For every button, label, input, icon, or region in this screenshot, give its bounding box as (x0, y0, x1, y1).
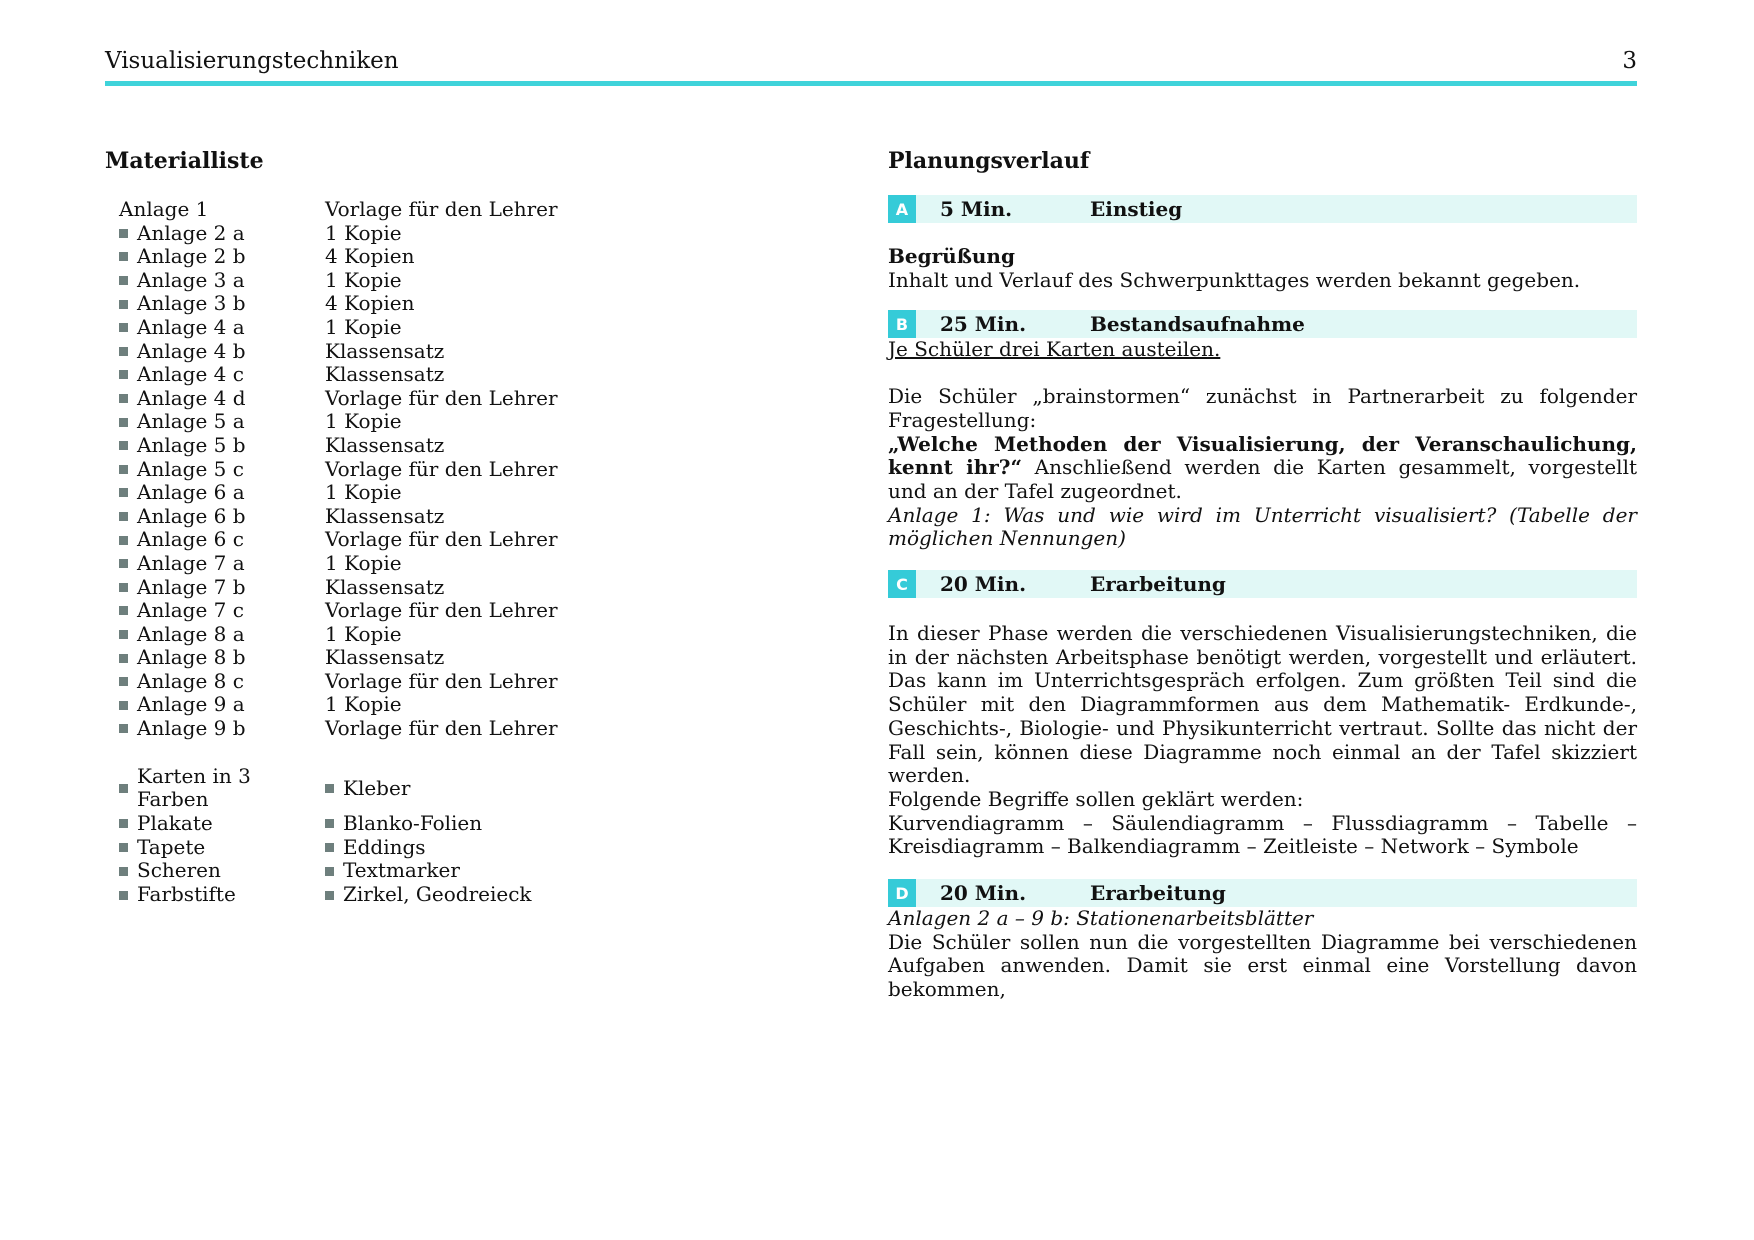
material-row (105, 198, 665, 222)
material-row (105, 505, 665, 529)
material-label: Anlage 2 b (137, 244, 246, 269)
extra-material-right (325, 859, 460, 883)
phase-title: Bestandsaufnahme (1090, 312, 1305, 337)
material-label: Anlage 8 c (137, 668, 244, 693)
square-bullet-icon (119, 276, 128, 285)
square-bullet-icon (119, 229, 128, 238)
extra-material-left (119, 812, 325, 836)
material-label: Anlage 5 a (137, 409, 245, 434)
section-b-intro: Die Schüler „brainstormen“ zunächst in Partnerarbeit zu folgender Fragestellung: (888, 384, 1637, 432)
section-d-reference: Anlagen 2 a – 9 b: Stationenarbeitsblätter (888, 906, 1314, 931)
material-label-cell (119, 599, 325, 623)
material-row (105, 269, 665, 293)
material-quantity: Vorlage für den Lehrer (325, 598, 558, 623)
material-label-cell (119, 410, 325, 434)
extra-material-label: Farbstifte (137, 882, 236, 907)
phase-letter-badge: C (888, 570, 916, 598)
material-label: Anlage 7 c (137, 598, 244, 623)
material-quantity: Klassensatz (325, 503, 445, 528)
material-label-cell (119, 693, 325, 717)
material-row (105, 670, 665, 694)
material-quantity: 1 Kopie (325, 550, 402, 575)
phase-duration: 5 Min. (940, 197, 1013, 221)
phase-letter-badge: A (888, 195, 916, 223)
phase-duration: 25 Min. (940, 312, 1027, 337)
section-c-paragraph: In dieser Phase werden die verschiedenen Visualisierungstechniken, die in der nächsten Arbeitsphase benötigt werden, vorgestellt und erläutert. Das kann im Unterrichtsgespräch erfolgen. Zum größten Teil sind die Schüler mit den Diagrammformen aus dem Mathematik- Erdkunde-, Geschichts-, Biologie- und Physikunterricht vertraut. Sollte das nicht der Fall sein, können diese Diagramme noch einmal an der Tafel skizziert werden. (888, 621, 1637, 788)
material-row (105, 646, 665, 670)
material-label: Anlage 7 b (137, 574, 246, 599)
phase-banner-c (888, 570, 1637, 598)
material-label: Anlage 7 a (137, 550, 245, 575)
square-bullet-icon (119, 465, 128, 474)
extra-material-label: Tapete (137, 834, 206, 859)
material-quantity: 1 Kopie (325, 480, 402, 505)
material-label-cell (119, 222, 325, 246)
phase-title: Erarbeitung (1090, 572, 1226, 597)
materials-column (105, 148, 665, 907)
material-quantity: 1 Kopie (325, 409, 402, 434)
material-quantity: Klassensatz (325, 338, 445, 363)
square-bullet-icon (119, 488, 128, 497)
material-label: Anlage 1 (119, 197, 209, 221)
square-bullet-icon (119, 370, 128, 379)
material-label-cell (119, 340, 325, 364)
material-quantity: Klassensatz (325, 574, 445, 599)
material-quantity: Klassensatz (325, 645, 445, 670)
material-quantity: 1 Kopie (325, 314, 402, 339)
material-row (105, 481, 665, 505)
material-label: Anlage 6 b (137, 503, 246, 528)
square-bullet-icon (119, 630, 128, 639)
greeting-subheading: Begrüßung (888, 244, 1015, 268)
material-label-cell (119, 717, 325, 741)
plan-column (888, 148, 1637, 1002)
material-row (105, 410, 665, 434)
section-d-paragraph: Die Schüler sollen nun die vorgestellten Diagramme bei verschiedenen Aufgaben anwenden. Damit sie erst einmal eine Vorstellung davon bekommen, (888, 929, 1637, 1002)
extra-material-label: Eddings (343, 834, 426, 859)
material-label: Anlage 2 a (137, 220, 245, 245)
material-quantity: Vorlage für den Lehrer (325, 716, 558, 741)
material-label: Anlage 4 b (137, 338, 246, 363)
extra-materials-row (105, 883, 665, 907)
extra-material-left (119, 883, 325, 907)
material-quantity: 4 Kopien (325, 244, 415, 269)
square-bullet-icon (119, 347, 128, 356)
section-c-clarify-line: Folgende Begriffe sollen geklärt werden: (888, 786, 1304, 811)
material-row (105, 340, 665, 364)
square-bullet-icon (119, 654, 128, 663)
material-label-cell (119, 434, 325, 458)
material-label: Anlage 6 a (137, 480, 245, 505)
square-bullet-icon (119, 724, 128, 733)
material-row (105, 222, 665, 246)
phase-letter-badge: D (888, 879, 916, 907)
phase-banner-b (888, 310, 1637, 338)
phase-title: Einstieg (1090, 197, 1183, 221)
extra-material-label: Blanko-Folien (343, 811, 483, 836)
material-row (105, 528, 665, 552)
material-label: Anlage 4 d (137, 385, 246, 410)
square-bullet-icon (119, 559, 128, 568)
extra-material-label: Zirkel, Geodreieck (343, 882, 532, 907)
material-label-cell (119, 363, 325, 387)
extra-material-left (119, 836, 325, 860)
material-label: Anlage 3 a (137, 267, 245, 292)
material-quantity: Klassensatz (325, 362, 445, 387)
phase-banner-bar (916, 195, 1637, 223)
square-bullet-icon (325, 819, 334, 828)
extra-material-label: Textmarker (343, 858, 460, 883)
material-label-cell (119, 458, 325, 482)
square-bullet-icon (119, 394, 128, 403)
square-bullet-icon (119, 819, 128, 828)
material-row (105, 693, 665, 717)
material-row (105, 316, 665, 340)
phase-banner-bar (916, 310, 1637, 338)
material-label: Anlage 5 b (137, 432, 246, 457)
material-quantity: 4 Kopien (325, 291, 415, 316)
section-a-body (888, 245, 1637, 292)
material-row (105, 434, 665, 458)
material-label-cell (119, 528, 325, 552)
section-b-instruction: Je Schüler drei Karten austeilen. (888, 337, 1221, 362)
section-b-question: „Welche Methoden der Visualisierung, der Veranschaulichung, kennt ihr?“ (888, 431, 1637, 480)
material-label-cell (119, 316, 325, 340)
material-row (105, 387, 665, 411)
material-label: Anlage 6 c (137, 527, 244, 552)
material-label: Anlage 9 b (137, 716, 246, 741)
material-label-cell (119, 576, 325, 600)
material-label-cell (119, 245, 325, 269)
extra-material-right (325, 777, 410, 801)
material-row (105, 717, 665, 741)
square-bullet-icon (325, 843, 334, 852)
square-bullet-icon (119, 867, 128, 876)
material-label: Anlage 3 b (137, 291, 246, 316)
phase-banner-d (888, 879, 1637, 907)
extra-material-label: Kleber (343, 775, 411, 800)
material-label-cell (119, 623, 325, 647)
material-row (105, 552, 665, 576)
square-bullet-icon (119, 252, 128, 261)
extra-material-right (325, 812, 482, 836)
square-bullet-icon (119, 784, 128, 793)
material-row (105, 292, 665, 316)
materials-heading: Materialliste (105, 148, 264, 174)
square-bullet-icon (119, 583, 128, 592)
header-rule-divider (105, 81, 1637, 86)
extra-materials-list (105, 765, 665, 907)
square-bullet-icon (119, 536, 128, 545)
material-row (105, 599, 665, 623)
material-label-cell (119, 670, 325, 694)
material-label-cell (119, 552, 325, 576)
material-row (105, 623, 665, 647)
square-bullet-icon (119, 512, 128, 521)
material-label-cell (119, 269, 325, 293)
section-c-body (888, 622, 1637, 859)
material-quantity: 1 Kopie (325, 692, 402, 717)
section-b-reference: Anlage 1: Was und wie wird im Unterricht visualisiert? (Tabelle der möglichen Nennungen) (888, 502, 1637, 551)
extra-material-right (325, 836, 426, 860)
material-quantity: Vorlage für den Lehrer (325, 668, 558, 693)
section-a-text: Inhalt und Verlauf des Schwerpunkttages werden bekannt gegeben. (888, 267, 1581, 292)
extra-materials-row (105, 812, 665, 836)
material-list (105, 198, 665, 741)
material-row (105, 245, 665, 269)
section-b-paragraph (888, 385, 1637, 504)
material-row (105, 363, 665, 387)
extra-material-left (119, 859, 325, 883)
extra-material-label: Plakate (137, 811, 213, 836)
page-number: 3 (1622, 48, 1637, 74)
material-label-cell (119, 292, 325, 316)
material-label: Anlage 9 a (137, 692, 245, 717)
square-bullet-icon (325, 891, 334, 900)
phase-title: Erarbeitung (1090, 881, 1226, 906)
phase-banner-a (888, 195, 1637, 223)
section-c-terms: Kurvendiagramm – Säulendiagramm – Flussdiagramm – Tabelle – Kreisdiagramm – Balkendiagramm – Zeitleiste – Network – Symbole (888, 810, 1637, 859)
material-quantity: Vorlage für den Lehrer (325, 197, 558, 221)
material-row (105, 576, 665, 600)
section-b-body (888, 385, 1637, 551)
material-label: Anlage 5 c (137, 456, 244, 481)
square-bullet-icon (119, 677, 128, 686)
extra-materials-row (105, 765, 665, 812)
material-label: Anlage 4 c (137, 362, 244, 387)
square-bullet-icon (119, 441, 128, 450)
extra-materials-row (105, 859, 665, 883)
material-quantity: 1 Kopie (325, 621, 402, 646)
material-label-cell (119, 505, 325, 529)
material-label-cell (119, 387, 325, 411)
material-row (105, 458, 665, 482)
phase-banner-bar (916, 879, 1637, 907)
section-b-followup: Anschließend werden die Karten gesammelt, vorgestellt und an der Tafel zugeordnet. (888, 455, 1638, 503)
plan-heading: Planungsverlauf (888, 148, 1090, 174)
square-bullet-icon (119, 418, 128, 427)
material-label: Anlage 4 a (137, 314, 245, 339)
material-label-cell (119, 198, 325, 222)
extra-materials-row (105, 836, 665, 860)
material-label-cell (119, 481, 325, 505)
extra-material-left (119, 765, 325, 812)
extra-material-label: Karten in 3 Farben (137, 763, 251, 812)
page-title: Visualisierungstechniken (105, 48, 399, 74)
square-bullet-icon (119, 300, 128, 309)
material-quantity: Vorlage für den Lehrer (325, 527, 558, 552)
material-quantity: 1 Kopie (325, 267, 402, 292)
square-bullet-icon (325, 867, 334, 876)
material-quantity: Klassensatz (325, 432, 445, 457)
phase-duration: 20 Min. (940, 881, 1027, 906)
phase-duration: 20 Min. (940, 572, 1027, 597)
square-bullet-icon (119, 891, 128, 900)
material-label: Anlage 8 b (137, 645, 246, 670)
square-bullet-icon (119, 701, 128, 710)
material-label-cell (119, 646, 325, 670)
extra-material-label: Scheren (137, 858, 221, 883)
material-quantity: Vorlage für den Lehrer (325, 456, 558, 481)
phase-banner-bar (916, 570, 1637, 598)
square-bullet-icon (119, 606, 128, 615)
square-bullet-icon (119, 323, 128, 332)
phase-letter-badge: B (888, 310, 916, 338)
square-bullet-icon (119, 843, 128, 852)
material-quantity: Vorlage für den Lehrer (325, 385, 558, 410)
extra-material-right (325, 883, 532, 907)
square-bullet-icon (325, 784, 334, 793)
material-quantity: 1 Kopie (325, 220, 402, 245)
material-label: Anlage 8 a (137, 621, 245, 646)
